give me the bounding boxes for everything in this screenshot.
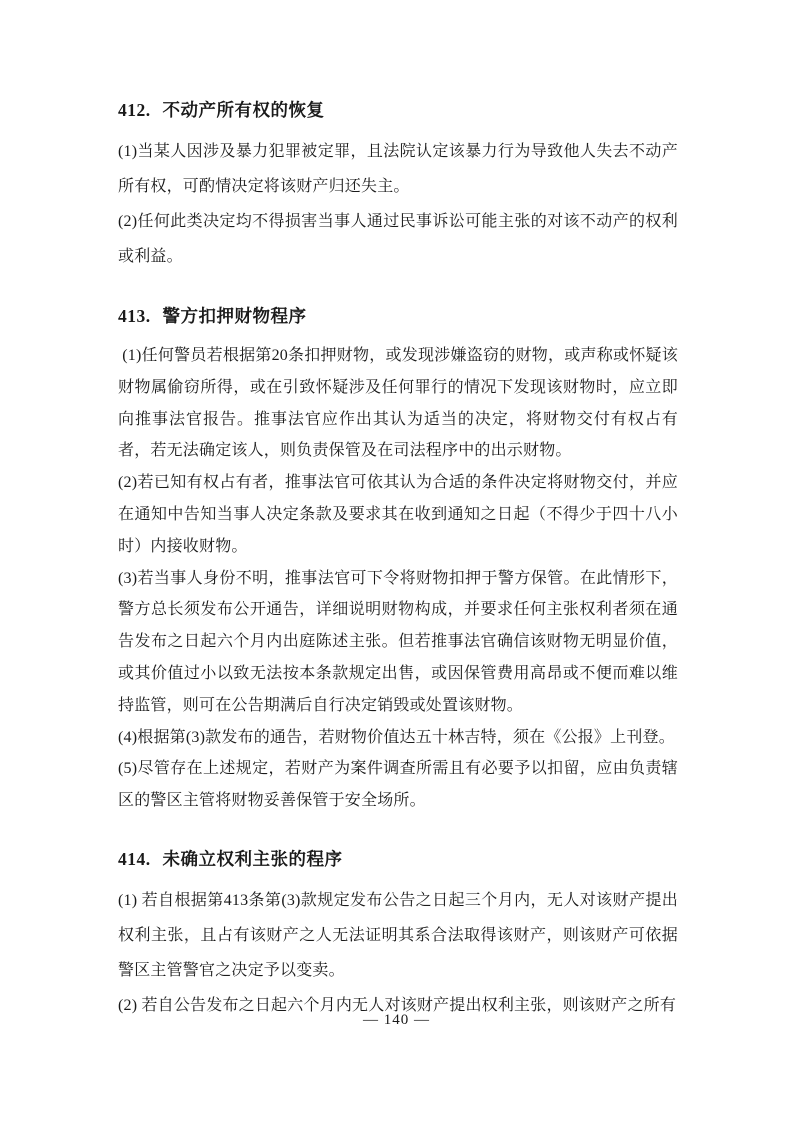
section-414-number: 414. xyxy=(118,848,151,869)
section-412-paragraph-2: (2)任何此类决定均不得损害当事人通过民事诉讼可能主张的对该不动产的权利或利益。 xyxy=(118,213,678,265)
section-413-title: 警方扣押财物程序 xyxy=(162,306,307,326)
section-414 xyxy=(118,845,678,1023)
section-414-paragraph-1: (1) 若自根据第413条第(3)款规定发布公告之日起三个月内，无人对该财产提出权利主张，且占有该财产之人无法证明其系合法取得该财产，则该财产可依据警区主管警官之决定予以变卖。 xyxy=(118,891,678,979)
section-412-title: 不动产所有权的恢复 xyxy=(162,100,325,120)
page-number: — 140 — xyxy=(363,1012,430,1028)
document-content xyxy=(118,96,678,1023)
section-413-heading xyxy=(118,302,678,330)
section-413 xyxy=(118,302,678,817)
section-412-paragraph-1: (1)当某人因涉及暴力犯罪被定罪，且法院认定该暴力行为导致他人失去不动产所有权，可酌情决定将该财产归还失主。 xyxy=(118,143,678,195)
page-footer xyxy=(0,1012,793,1029)
section-413-paragraph-3: (3)若当事人身份不明，推事法官可下令将财物扣押于警方保管。在此情形下，警方总长须发布公开通告，详细说明财物构成，并要求任何主张权利者须在通告发布之日起六个月内出庭陈述主张。但若推事法官确信该财物无明显价值，或其价值过小以致无法按本条款规定出售，或因保管费用高昂或不便而难以维持监管，则可在公告期满后自行决定销毁或处置该财物。 xyxy=(118,569,678,714)
section-414-title: 未确立权利主张的程序 xyxy=(162,848,343,869)
section-413-paragraph-4: (4)根据第(3)款发布的通告，若财物价值达五十林吉特，须在《公报》上刊登。 xyxy=(118,728,675,746)
section-413-paragraph-5: (5)尽管存在上述规定，若财产为案件调查所需且有必要予以扣留，应由负责辖区的警区主管将财物妥善保管于安全场所。 xyxy=(118,760,678,810)
section-412-number: 412. xyxy=(118,100,151,120)
section-413-paragraph-2: (2)若已知有权占有者，推事法官可依其认为合适的条件决定将财物交付，并应在通知中告知当事人决定条款及要求其在收到通知之日起（不得少于四十八小时）内接收财物。 xyxy=(118,474,678,555)
section-414-paragraph-2: (2) 若自公告发布之日起六个月内无人对该财产提出权利主张，则该财产之所有 xyxy=(118,996,677,1014)
section-412 xyxy=(118,96,678,274)
section-413-number: 413. xyxy=(118,306,151,326)
section-412-heading xyxy=(118,96,678,124)
section-413-paragraph-1: (1)任何警员若根据第20条扣押财物，或发现涉嫌盗窃的财物，或声称或怀疑该财物属偷窃所得，或在引致怀疑涉及任何罪行的情况下发现该财物时，应立即向推事法官报告。推事法官应作出其认为适当的决定，将财物交付有权占有者，若无法确定该人，则负责保管及在司法程序中的出示财物。 xyxy=(118,347,679,460)
section-414-heading xyxy=(118,845,678,873)
